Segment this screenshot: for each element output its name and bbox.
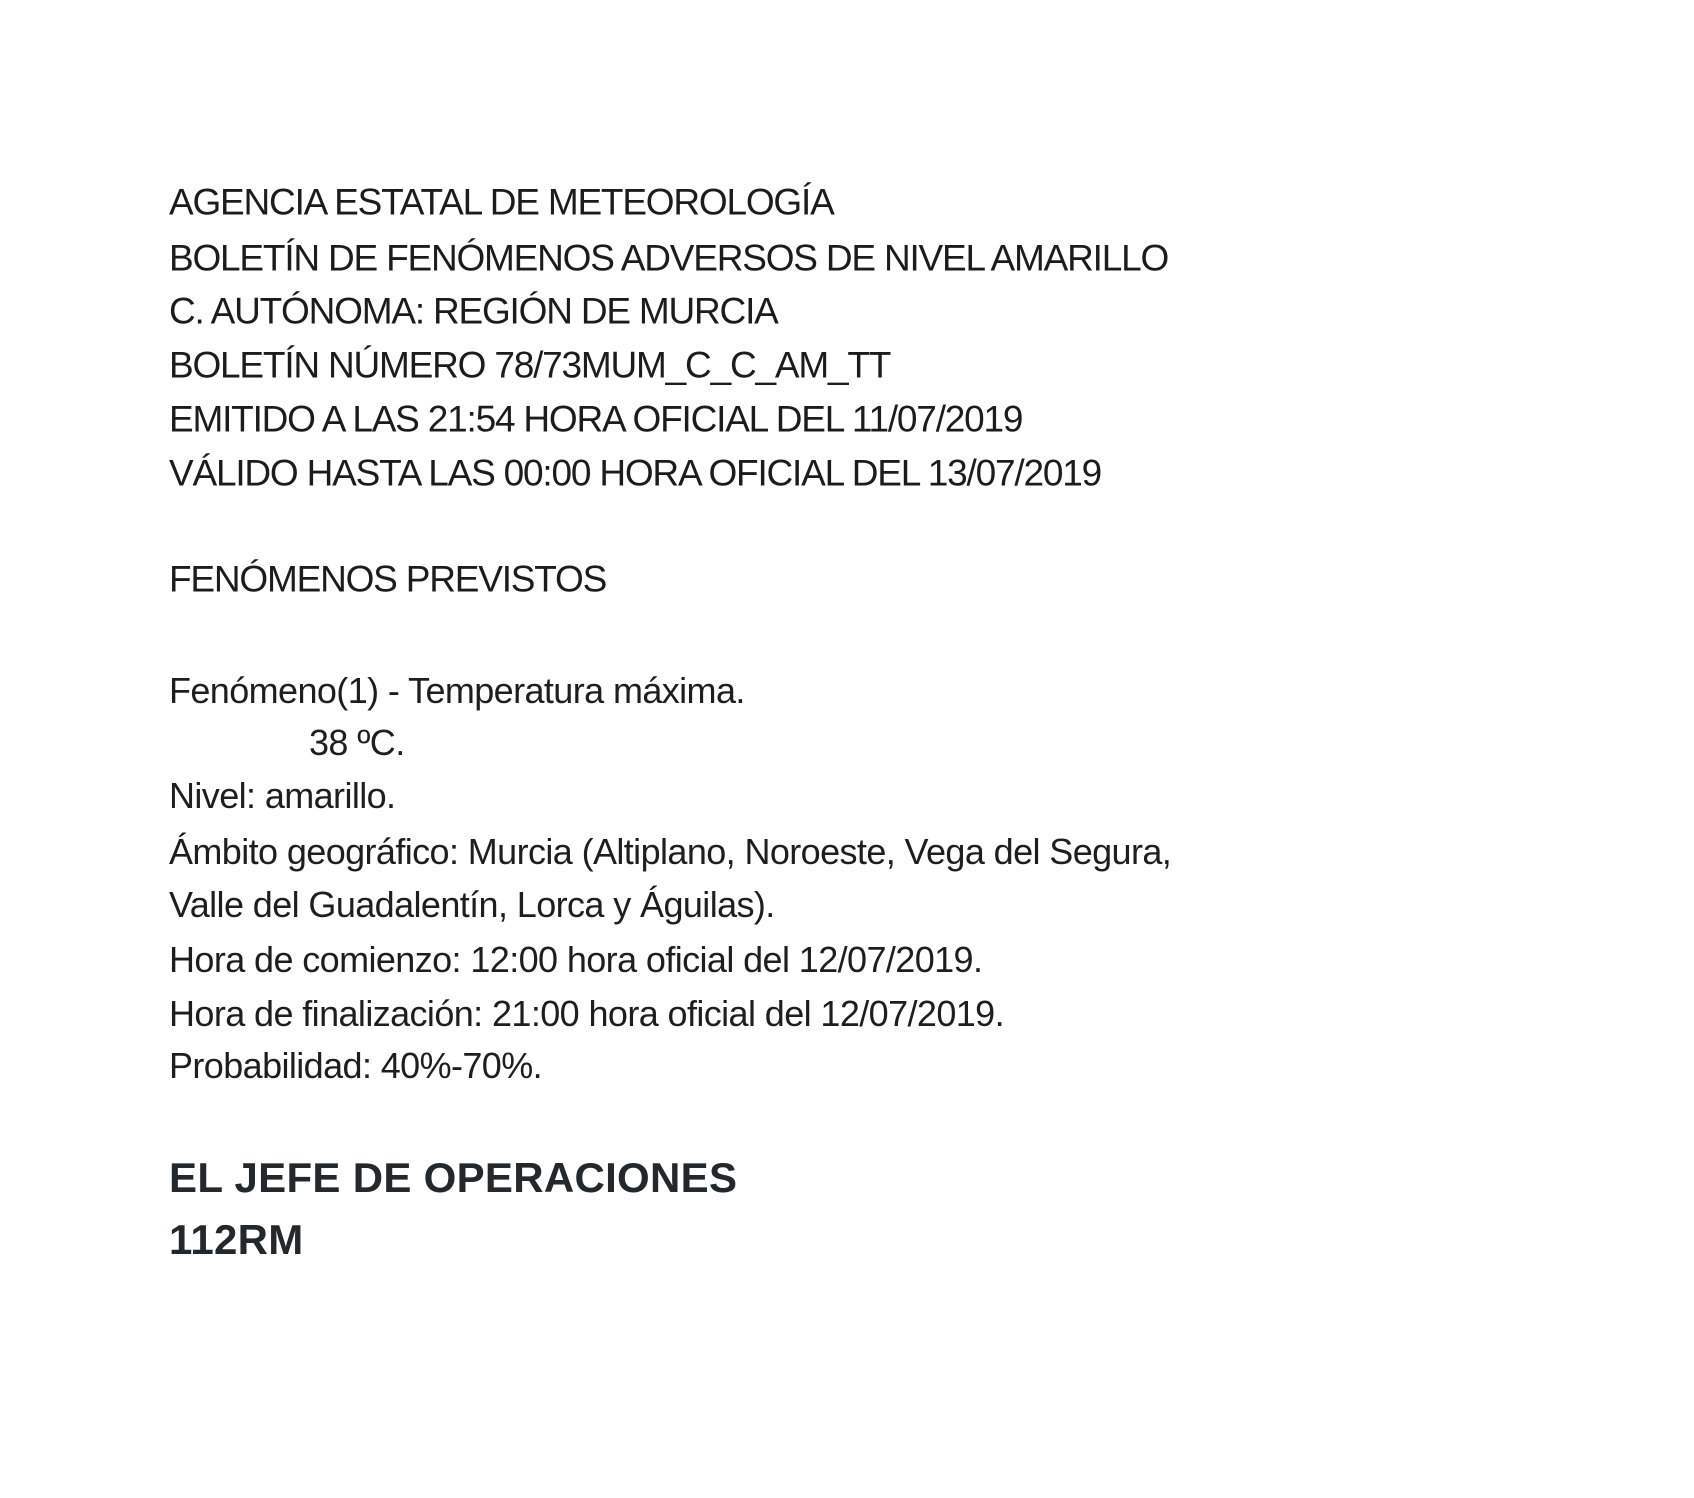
- agency-name: AGENCIA ESTATAL DE METEOROLOGÍA: [169, 181, 834, 223]
- issued-time: EMITIDO A LAS 21:54 HORA OFICIAL DEL 11/07/2019: [169, 398, 1023, 440]
- geographic-scope-line1: Ámbito geográfico: Murcia (Altiplano, Noroeste, Vega del Segura,: [169, 831, 1172, 872]
- phenomenon-value: 38 ºC.: [309, 722, 405, 763]
- section-title: FENÓMENOS PREVISTOS: [169, 558, 607, 600]
- signature-org: 112RM: [169, 1216, 304, 1263]
- end-time: Hora de finalización: 21:00 hora oficial del 12/07/2019.: [169, 993, 1004, 1034]
- probability: Probabilidad: 40%-70%.: [169, 1045, 543, 1086]
- bulletin-number: BOLETÍN NÚMERO 78/73MUM_C_C_AM_TT: [169, 344, 891, 386]
- region: C. AUTÓNOMA: REGIÓN DE MURCIA: [169, 290, 778, 332]
- bulletin-type: BOLETÍN DE FENÓMENOS ADVERSOS DE NIVEL AMARILLO: [169, 237, 1169, 279]
- geographic-scope-line2: Valle del Guadalentín, Lorca y Águilas).: [169, 884, 775, 925]
- valid-until: VÁLIDO HASTA LAS 00:00 HORA OFICIAL DEL 13/07/2019: [169, 452, 1101, 494]
- phenomenon-level: Nivel: amarillo.: [169, 775, 396, 816]
- phenomenon-title: Fenómeno(1) - Temperatura máxima.: [169, 670, 745, 711]
- start-time: Hora de comienzo: 12:00 hora oficial del 12/07/2019.: [169, 939, 983, 980]
- signature-role: EL JEFE DE OPERACIONES: [169, 1154, 738, 1201]
